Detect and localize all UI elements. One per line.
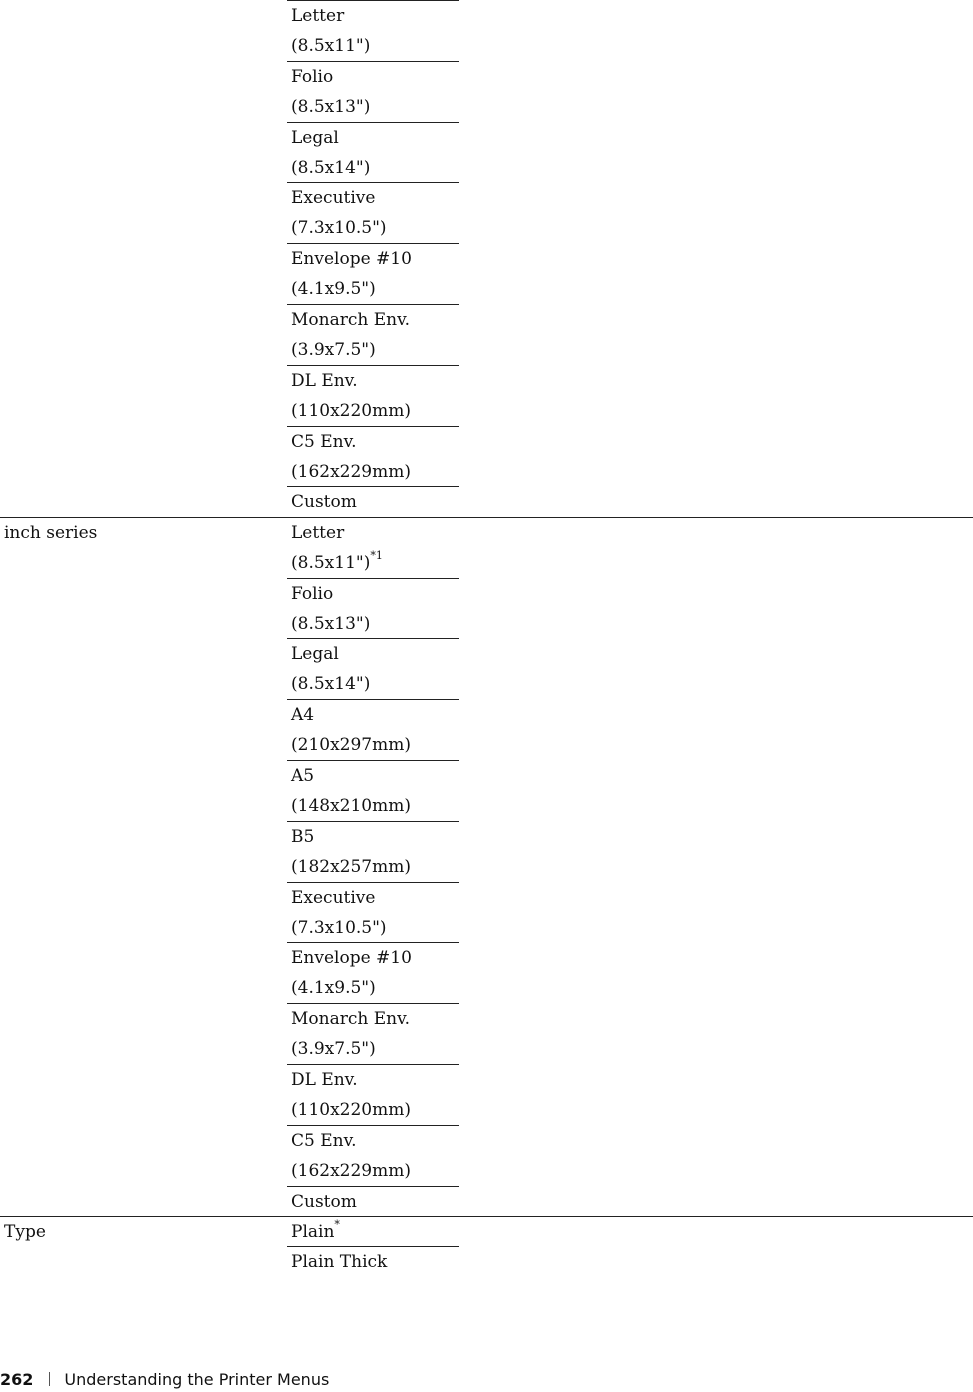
option-name-text: Plain Thick (291, 1252, 388, 1272)
option-size (291, 1156, 459, 1186)
option-size-text: (110x220mm) (291, 401, 411, 421)
option-size (291, 92, 459, 122)
option-name-text: DL Env. (291, 1070, 358, 1090)
option-size-text: (110x220mm) (291, 1100, 411, 1120)
option-cell (287, 639, 459, 699)
option-cell (287, 822, 459, 882)
option-size (291, 609, 459, 639)
option-size (291, 1034, 459, 1064)
option-size-text: (7.3x10.5") (291, 218, 387, 238)
option-size (291, 973, 459, 1003)
option-size-text: (8.5x13") (291, 614, 371, 634)
option-name (291, 1, 459, 31)
option-name (291, 366, 459, 396)
option-size (291, 457, 459, 487)
option-size-text: (3.9x7.5") (291, 1039, 376, 1059)
option-name-text: Monarch Env. (291, 310, 411, 330)
option-name (291, 123, 459, 153)
option-cell (287, 943, 459, 1003)
option-cell (287, 1126, 459, 1186)
option-size-text: (8.5x13") (291, 97, 371, 117)
option-cell (287, 487, 459, 517)
option-name-text: Custom (291, 1192, 357, 1212)
option-size-text: (148x210mm) (291, 796, 411, 816)
option-name (291, 244, 459, 274)
option-name-text: Envelope #10 (291, 948, 412, 968)
option-cell (287, 883, 459, 943)
option-cell (287, 1187, 459, 1217)
option-size-text: (182x257mm) (291, 857, 411, 877)
option-cell (287, 1004, 459, 1064)
option-name (291, 518, 459, 548)
option-name (291, 883, 459, 913)
option-cell (287, 183, 459, 243)
option-size-text: (3.9x7.5") (291, 340, 376, 360)
option-size (291, 548, 459, 578)
chapter-title: Understanding the Printer Menus (64, 1370, 330, 1389)
option-size-text: (8.5x14") (291, 674, 371, 694)
option-name (291, 305, 459, 335)
option-cell (287, 518, 459, 578)
default-marker: * (334, 1218, 340, 1232)
page-footer (0, 1370, 600, 1392)
option-size (291, 852, 459, 882)
option-name (291, 579, 459, 609)
option-name-text: Legal (291, 644, 339, 664)
option-name-text: Custom (291, 492, 357, 512)
option-name-text: Legal (291, 128, 339, 148)
option-size (291, 213, 459, 243)
option-name (291, 183, 459, 213)
option-cell (287, 244, 459, 304)
option-size (291, 31, 459, 61)
option-cell (287, 761, 459, 821)
default-marker: *1 (370, 549, 383, 563)
option-name-text: C5 Env. (291, 1131, 357, 1151)
option-size (291, 1095, 459, 1125)
option-name (291, 700, 459, 730)
option-divider (287, 0, 459, 1)
setting-label: Type (4, 1222, 46, 1242)
option-name (291, 822, 459, 852)
option-size-text: (7.3x10.5") (291, 918, 387, 938)
option-cell (287, 1217, 459, 1247)
option-cell (287, 1247, 459, 1277)
option-name (291, 639, 459, 669)
option-name-text: Folio (291, 584, 334, 604)
option-size (291, 153, 459, 183)
option-name-text: Plain (291, 1222, 335, 1242)
option-name-text: Executive (291, 888, 376, 908)
option-name (291, 761, 459, 791)
option-size (291, 913, 459, 943)
option-size-text: (4.1x9.5") (291, 978, 376, 998)
option-name-text: C5 Env. (291, 432, 357, 452)
option-name-text: Letter (291, 523, 345, 543)
option-name (291, 1187, 459, 1217)
option-name-text: Letter (291, 6, 345, 26)
option-name-text: DL Env. (291, 371, 358, 391)
option-name-text: Envelope #10 (291, 249, 412, 269)
option-name-text: Executive (291, 188, 376, 208)
option-name-text: A4 (291, 705, 315, 725)
option-cell (287, 62, 459, 122)
row-divider (0, 1216, 973, 1217)
footer-separator (49, 1372, 50, 1386)
option-name-text: B5 (291, 827, 315, 847)
option-cell (287, 1, 459, 61)
option-cell (287, 123, 459, 183)
option-size-text: (210x297mm) (291, 735, 411, 755)
option-size-text: (8.5x14") (291, 158, 371, 178)
option-size (291, 335, 459, 365)
option-cell (287, 1065, 459, 1125)
option-name (291, 487, 459, 517)
option-size-text: (162x229mm) (291, 1161, 411, 1181)
option-name-text: A5 (291, 766, 315, 786)
option-name (291, 62, 459, 92)
page-number: 262 (0, 1370, 34, 1389)
option-size (291, 791, 459, 821)
option-cell (287, 579, 459, 639)
option-cell (287, 366, 459, 426)
option-size (291, 396, 459, 426)
option-cell (287, 305, 459, 365)
option-name (291, 1065, 459, 1095)
option-name-text: Folio (291, 67, 334, 87)
option-size-text: (8.5x11") (291, 553, 371, 573)
option-size-text: (162x229mm) (291, 462, 411, 482)
option-cell (287, 427, 459, 487)
option-name (291, 1004, 459, 1034)
option-cell (287, 700, 459, 760)
option-name-text: Monarch Env. (291, 1009, 411, 1029)
option-size (291, 274, 459, 304)
option-name (291, 427, 459, 457)
row-divider (0, 517, 973, 518)
option-name (291, 943, 459, 973)
option-name (291, 1247, 459, 1277)
option-size (291, 669, 459, 699)
setting-label: inch series (4, 523, 98, 543)
option-size-text: (8.5x11") (291, 36, 371, 56)
option-size-text: (4.1x9.5") (291, 279, 376, 299)
option-name (291, 1126, 459, 1156)
option-name (291, 1217, 459, 1247)
option-size (291, 730, 459, 760)
